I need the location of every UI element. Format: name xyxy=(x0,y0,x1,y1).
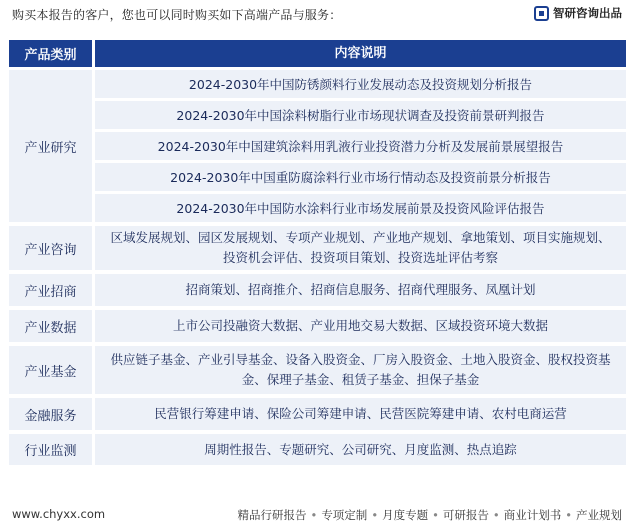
content-text: 周期性报告、专题研究、公司研究、月度监测、热点追踪 xyxy=(95,434,626,465)
footer-link[interactable]: 产业规划 xyxy=(576,508,622,522)
separator: • xyxy=(432,508,439,522)
separator: • xyxy=(371,508,379,522)
brand-logo-icon xyxy=(534,6,549,21)
separator: • xyxy=(565,508,572,522)
table-header-row xyxy=(9,40,626,67)
report-link[interactable]: 2024-2030年中国防锈颜料行业发展动态及投资规划分析报告 xyxy=(95,70,626,98)
table-row-fund xyxy=(9,346,626,394)
footer-links xyxy=(238,507,622,523)
table-row-investment xyxy=(9,274,626,306)
page-header xyxy=(0,0,636,30)
table-row-data xyxy=(9,310,626,342)
footer-link[interactable]: 精品行研报告 xyxy=(237,508,307,522)
header-category: 产品类别 xyxy=(9,40,92,67)
category-label: 产业基金 xyxy=(9,346,92,394)
header-content: 内容说明 xyxy=(95,40,626,67)
content-text: 供应链子基金、产业引导基金、设备入股资金、厂房入股资金、土地入股资金、股权投资基金、保理子基金、租赁子基金、担保子基金 xyxy=(95,346,626,394)
content-text: 上市公司投融资大数据、产业用地交易大数据、区域投资环境大数据 xyxy=(95,310,626,342)
table-row-consulting xyxy=(9,226,626,270)
footer-link[interactable]: 专项定制 xyxy=(321,508,368,522)
footer-link[interactable]: 商业计划书 xyxy=(503,508,562,522)
footer-link[interactable]: 月度专题 xyxy=(382,508,429,522)
site-url[interactable]: www.chyxx.com xyxy=(12,507,106,521)
page-footer xyxy=(0,502,636,524)
report-link[interactable]: 2024-2030年中国防水涂料行业市场发展前景及投资风险评估报告 xyxy=(95,194,626,222)
report-link[interactable]: 2024-2030年中国建筑涂料用乳液行业投资潜力分析及发展前景展望报告 xyxy=(95,132,626,160)
brand-label: 智研咨询出品 xyxy=(553,6,622,20)
category-label: 产业招商 xyxy=(9,274,92,306)
separator: • xyxy=(492,508,500,522)
table-row-monitoring xyxy=(9,434,626,465)
table-row-finance xyxy=(9,398,626,430)
product-table xyxy=(9,40,626,465)
content-text: 招商策划、招商推介、招商信息服务、招商代理服务、凤凰计划 xyxy=(95,274,626,306)
category-research: 产业研究 xyxy=(9,70,92,222)
category-label: 产业咨询 xyxy=(9,226,92,270)
report-link[interactable]: 2024-2030年中国重防腐涂料行业市场行情动态及投资前景分析报告 xyxy=(95,163,626,191)
content-text: 民营银行筹建申请、保险公司筹建申请、民营医院筹建申请、农村电商运营 xyxy=(95,398,626,430)
content-text: 区域发展规划、园区发展规划、专项产业规划、产业地产规划、拿地策划、项目实施规划、投资机会评估、投资项目策划、投资选址评估考察 xyxy=(95,226,626,270)
report-link[interactable]: 2024-2030年中国涂料树脂行业市场现状调查及投资前景研判报告 xyxy=(95,101,626,129)
separator: • xyxy=(310,508,318,522)
intro-text: 购买本报告的客户，您也可以同时购买如下高端产品与服务： xyxy=(12,8,342,22)
category-label: 行业监测 xyxy=(9,434,92,465)
category-label: 产业数据 xyxy=(9,310,92,342)
category-label: 金融服务 xyxy=(9,398,92,430)
brand xyxy=(534,5,622,21)
footer-link[interactable]: 可研报告 xyxy=(442,508,489,522)
